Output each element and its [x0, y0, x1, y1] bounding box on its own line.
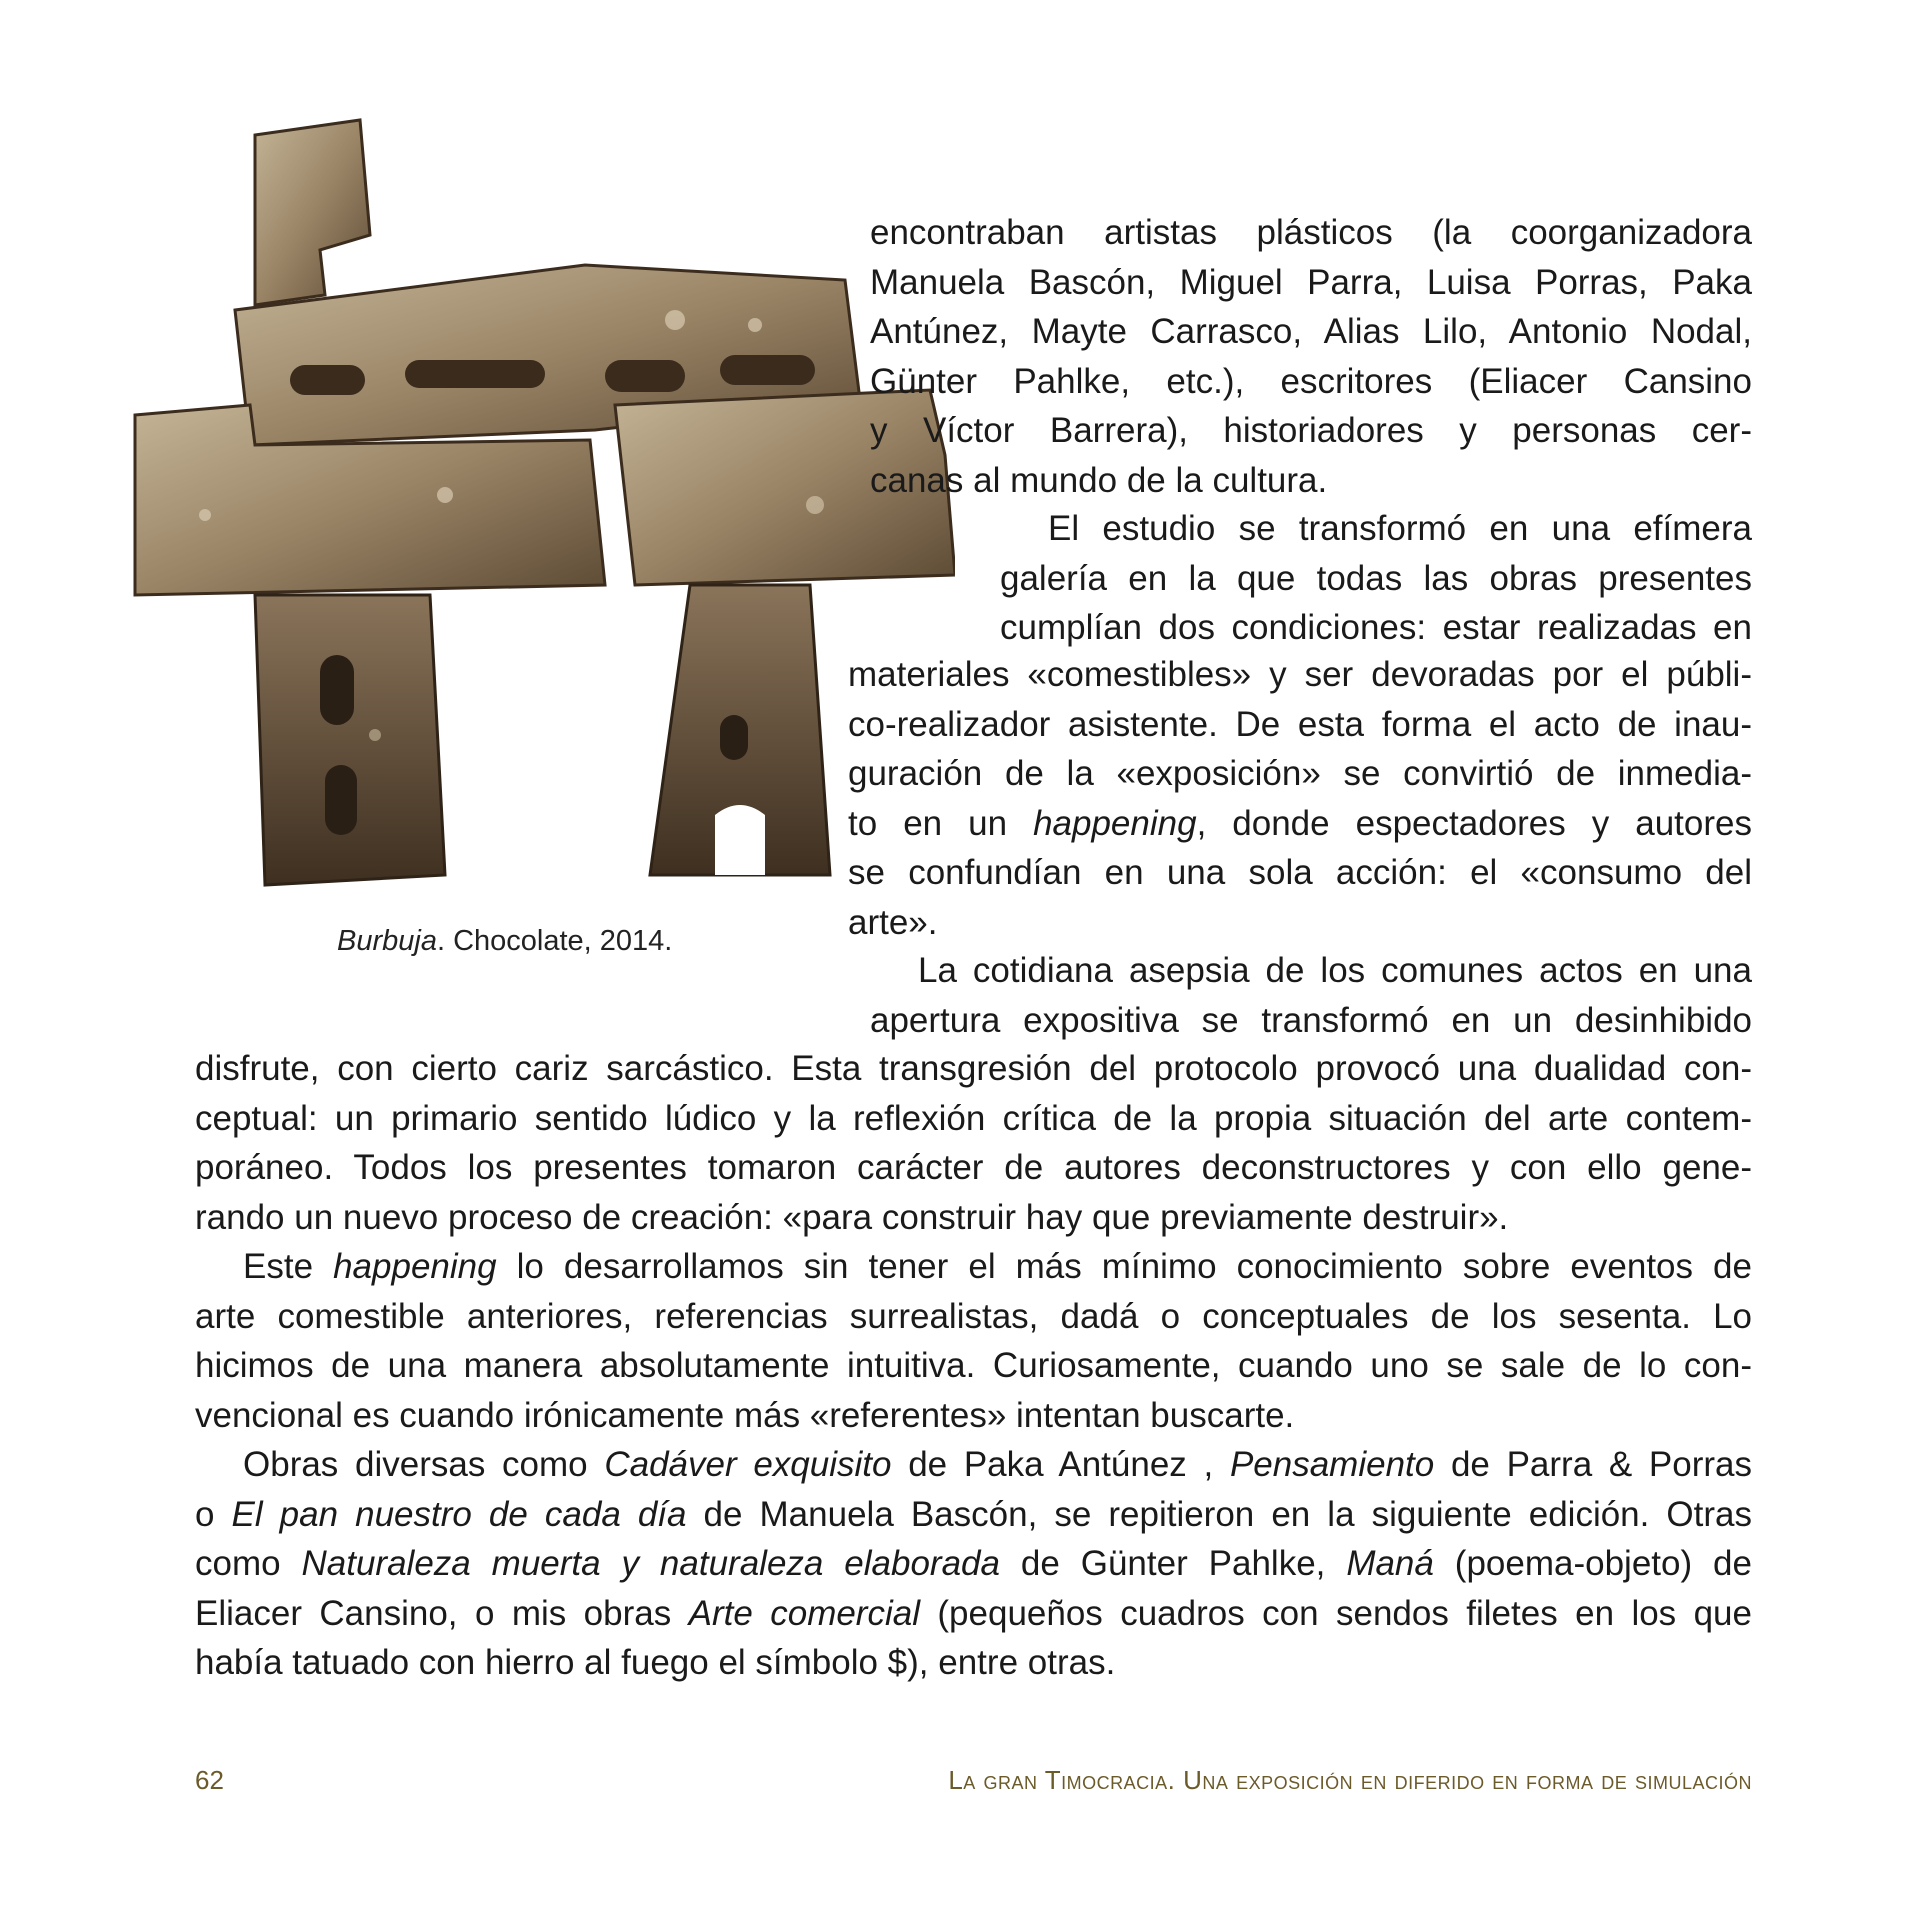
text-line: El estudio se transformó en una efímera [1048, 509, 1752, 548]
text-line: poráneo. Todos los presentes tomaron carácter de autores deconstructores y con ello gene- [195, 1148, 1752, 1187]
text-line: materiales «comestibles» y ser devoradas por el públi- [848, 655, 1752, 694]
text-run: to en un [848, 803, 1034, 843]
text-line: Antúnez, Mayte Carrasco, Alias Lilo, Antonio Nodal, [870, 312, 1752, 351]
text-line: disfrute, con cierto cariz sarcástico. Esta transgresión del protocolo provocó una dualidad con- [195, 1049, 1752, 1088]
text-line: galería en la que todas las obras presentes [1000, 558, 1752, 598]
text-run: de Günter Pahlke, [999, 1544, 1347, 1583]
paragraph-1 [870, 208, 1752, 505]
text-line: había tatuado con hierro al fuego el símbolo $), entre otras. [195, 1643, 1116, 1682]
full-width-body [195, 1044, 1752, 1688]
text-line: Günter Pahlke, etc.), escritores (Eliacer Cansino [870, 361, 1752, 401]
text-line: ceptual: un primario sentido lúdico y la reflexión crítica de la propia situación del arte contem- [195, 1098, 1752, 1138]
text-line: vencional es cuando irónicamente más «referentes» intentan buscarte. [195, 1395, 1295, 1435]
text-line: co-realizador asistente. De esta forma el acto de inau- [848, 704, 1752, 744]
text-run: de Paka Antúnez , [891, 1445, 1230, 1484]
emphasis: happening [333, 1247, 497, 1286]
text-line: cumplían dos condiciones: estar realizadas en [1000, 608, 1752, 647]
text-run: (poema-objeto) de [1433, 1544, 1752, 1583]
text-run: de Parra & Porras [1434, 1445, 1752, 1484]
text-run: lo desarrollamos sin tener el más mínimo conocimiento sobre eventos de [496, 1247, 1752, 1286]
emphasis: Naturaleza muerta y naturaleza elaborada [301, 1544, 1000, 1583]
paragraph-3-start [870, 946, 1752, 1045]
text-line: apertura expositiva se transformó en un desinhibido [870, 1000, 1752, 1040]
text-line: guración de la «exposición» se convirtió de inmedia- [848, 754, 1752, 793]
text-run: de Manuela Bascón, se repitieron en la siguiente edición. Otras [686, 1494, 1752, 1534]
emphasis: Maná [1346, 1544, 1434, 1583]
text-line [195, 1242, 1752, 1292]
figure-caption-details: . Chocolate, 2014. [436, 925, 673, 957]
emphasis: Pensamiento [1229, 1445, 1435, 1484]
text-line [848, 799, 1752, 849]
text-line: arte comestible anteriores, referencias surrealistas, dadá o conceptuales de los sesenta. Lo [195, 1296, 1752, 1336]
text-run: Obras diversas como [243, 1445, 605, 1484]
text-run: como [195, 1544, 302, 1583]
text-line: canas al mundo de la cultura. [870, 460, 1328, 500]
sculpture-image [115, 115, 955, 895]
text-run: o [195, 1494, 232, 1534]
text-line: Manuela Bascón, Miguel Parra, Luisa Porras, Paka [870, 262, 1752, 302]
emphasis: El pan nuestro de cada día [231, 1494, 687, 1534]
text-line [195, 1589, 1752, 1639]
chocolate-sculpture-drawing [115, 115, 955, 895]
text-line: arte». [848, 902, 938, 942]
text-line: encontraban artistas plásticos (la coorganizadora [870, 213, 1752, 252]
text-run: Este [243, 1247, 334, 1286]
text-run: Eliacer Cansino, o mis obras [195, 1593, 689, 1633]
paragraph-2-continued [848, 650, 1752, 947]
text-line: y Víctor Barrera), historiadores y personas cer- [870, 411, 1752, 450]
text-line [195, 1490, 1752, 1540]
emphasis: happening [1033, 803, 1197, 843]
text-line: rando un nuevo proceso de creación: «para construir hay que previamente destruir». [195, 1197, 1509, 1237]
text-line: La cotidiana asepsia de los comunes actos en una [918, 951, 1752, 990]
running-title: La gran Timocracia. Una exposición en diferido en forma de simulación [948, 1765, 1752, 1795]
emphasis: Arte comercial [688, 1593, 920, 1633]
text-run: , donde espectadores y autores [1196, 803, 1752, 843]
text-run: (pequeños cuadros con sendos filetes en los que [919, 1593, 1752, 1633]
paragraph-2-start [1000, 504, 1752, 653]
text-line [195, 1539, 1752, 1589]
figure-caption-title: Burbuja [337, 925, 437, 957]
text-line: hicimos de una manera absolutamente intuitiva. Curiosamente, cuando uno se sale de lo con- [195, 1346, 1752, 1385]
page-number: 62 [195, 1765, 224, 1795]
figure-caption [337, 925, 737, 958]
emphasis: Cadáver exquisito [604, 1445, 892, 1484]
text-line: se confundían en una sola acción: el «consumo del [848, 853, 1752, 892]
text-line [195, 1440, 1752, 1490]
